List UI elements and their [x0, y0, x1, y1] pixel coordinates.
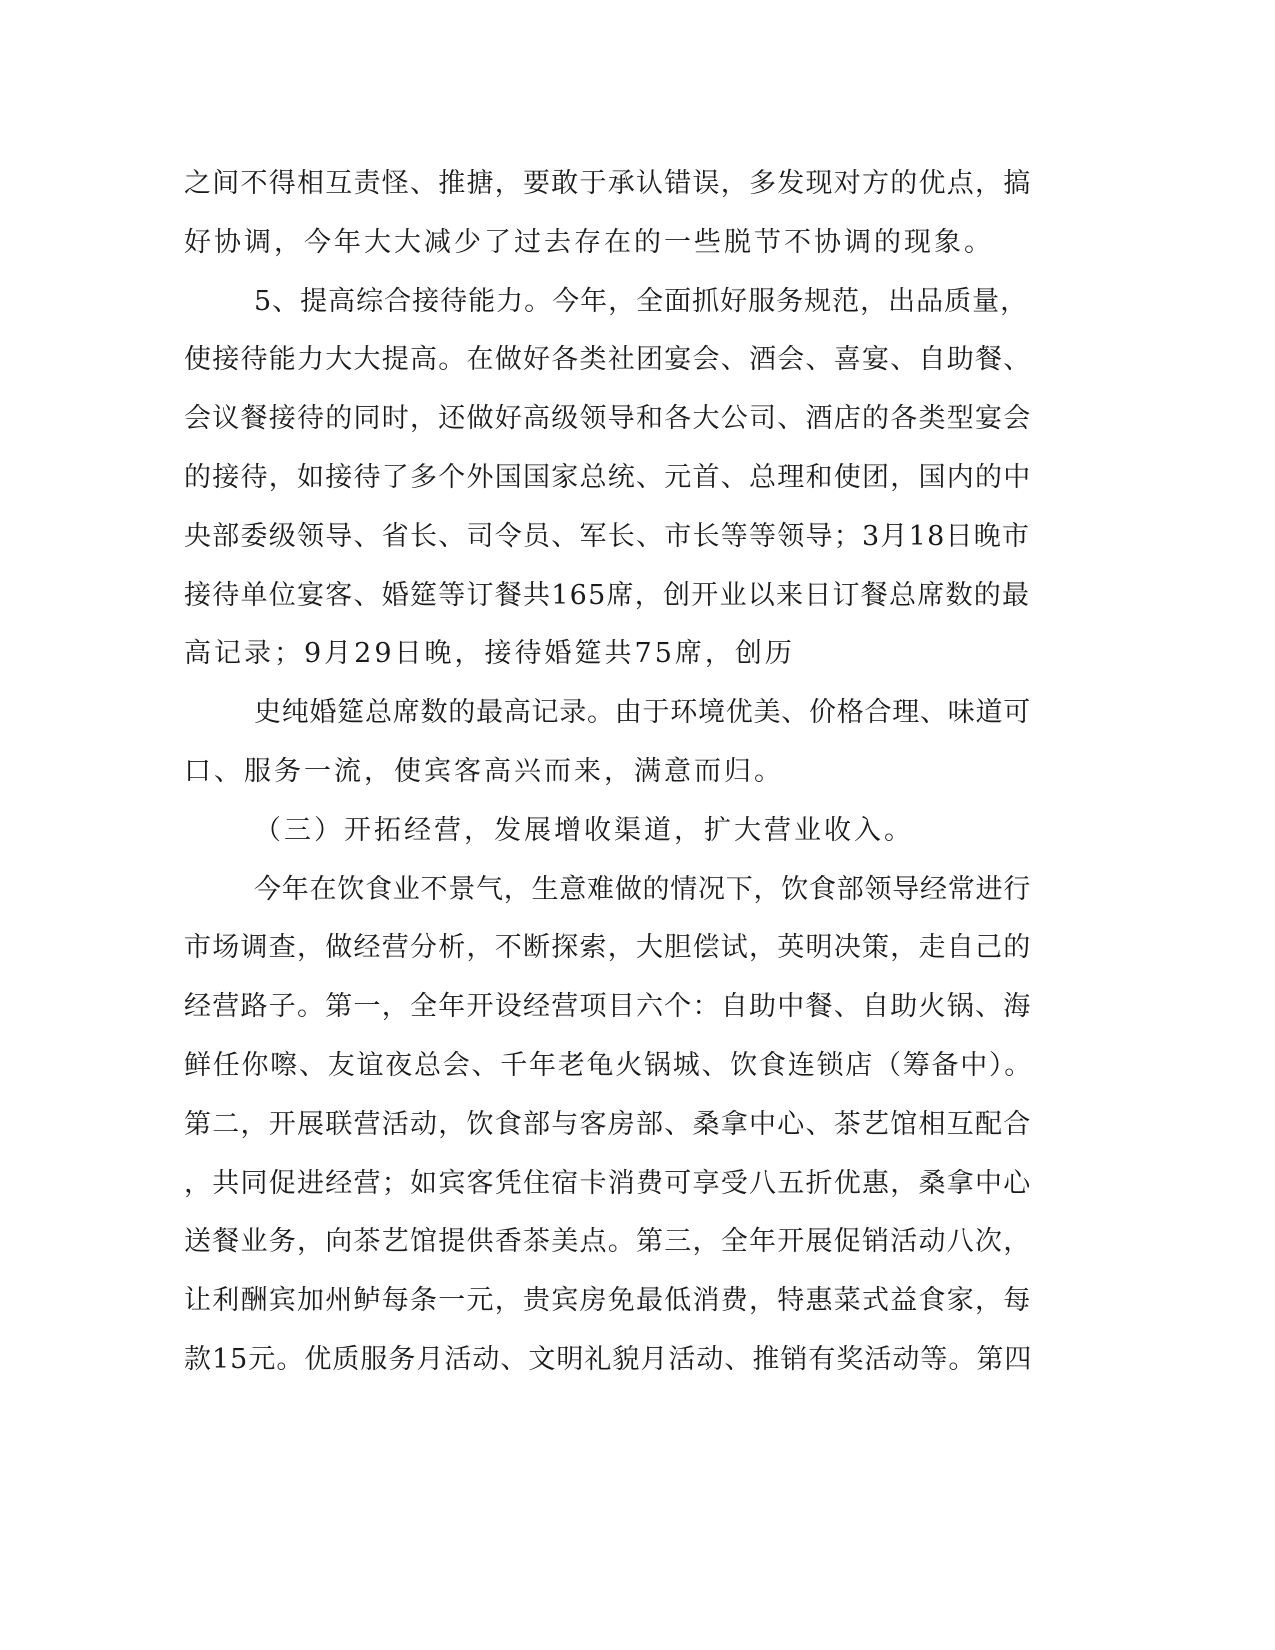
- text-line: 送餐业务，向茶艺馆提供香茶美点。第三，全年开展促销活动八次，: [184, 1226, 1032, 1258]
- text-line: 央部委级领导、省长、司令员、军长、市长等等领导；3月18日晚市: [184, 520, 1031, 552]
- text-line: ，共同促进经营；如宾客凭住宿卡消费可享受八五折优惠，桑拿中心: [184, 1167, 1032, 1199]
- text-line: 会议餐接待的同时，还做好高级领导和各大公司、酒店的各类型宴会: [184, 403, 1032, 435]
- text-line: 第二，开展联营活动，饮食部与客房部、桑拿中心、茶艺馆相互配合: [184, 1108, 1032, 1140]
- text-line: 使接待能力大大提高。在做好各类社团宴会、酒会、喜宴、自助餐、: [184, 344, 1032, 376]
- text-line: 史纯婚筵总席数的最高记录。由于环境优美、价格合理、味道可: [254, 697, 1031, 729]
- text-line: 之间不得相互责怪、推搪，要敢于承认错误，多发现对方的优点，搞: [184, 168, 1032, 199]
- text-line: 5、提高综合接待能力。今年，全面抓好服务规范，出品质量，: [254, 285, 1029, 317]
- text-line: 口、服务一流，使宾客高兴而来，满意而归。: [184, 755, 784, 787]
- text-line: 接待单位宴客、婚筵等订餐共165席，创开业以来日订餐总席数的最: [184, 579, 1031, 611]
- text-line: 让利酬宾加州鲈每条一元，贵宾房免最低消费，特惠菜式益食家，每: [184, 1285, 1032, 1317]
- text-line: 的接待，如接待了多个外国国家总统、元首、总理和使团，国内的中: [184, 461, 1032, 493]
- text-line: 市场调查，做经营分析，不断探索，大胆偿试，英明决策，走自己的: [184, 932, 1032, 964]
- text-line: 高记录；9月29日晚，接待婚筵共75席，创历: [184, 638, 795, 670]
- document-body: [184, 155, 1034, 1390]
- text-line: 款15元。优质服务月活动、文明礼貌月活动、推销有奖活动等。第四: [184, 1343, 1033, 1375]
- text-line: 经营路子。第一，全年开设经营项目六个：自助中餐、自助火锅、海: [184, 991, 1032, 1023]
- text-line: 鲜任你嚓、友谊夜总会、千年老龟火锅城、饮食连锁店（筹备中）。: [184, 1049, 1033, 1081]
- text-line: 今年在饮食业不景气，生意难做的情况下，饮食部领导经常进行: [254, 873, 1031, 905]
- text-line: 好协调，今年大大减少了过去存在的一些脱节不协调的现象。: [184, 226, 994, 258]
- section-heading: （三）开拓经营，发展增收渠道，扩大营业收入。: [254, 814, 914, 846]
